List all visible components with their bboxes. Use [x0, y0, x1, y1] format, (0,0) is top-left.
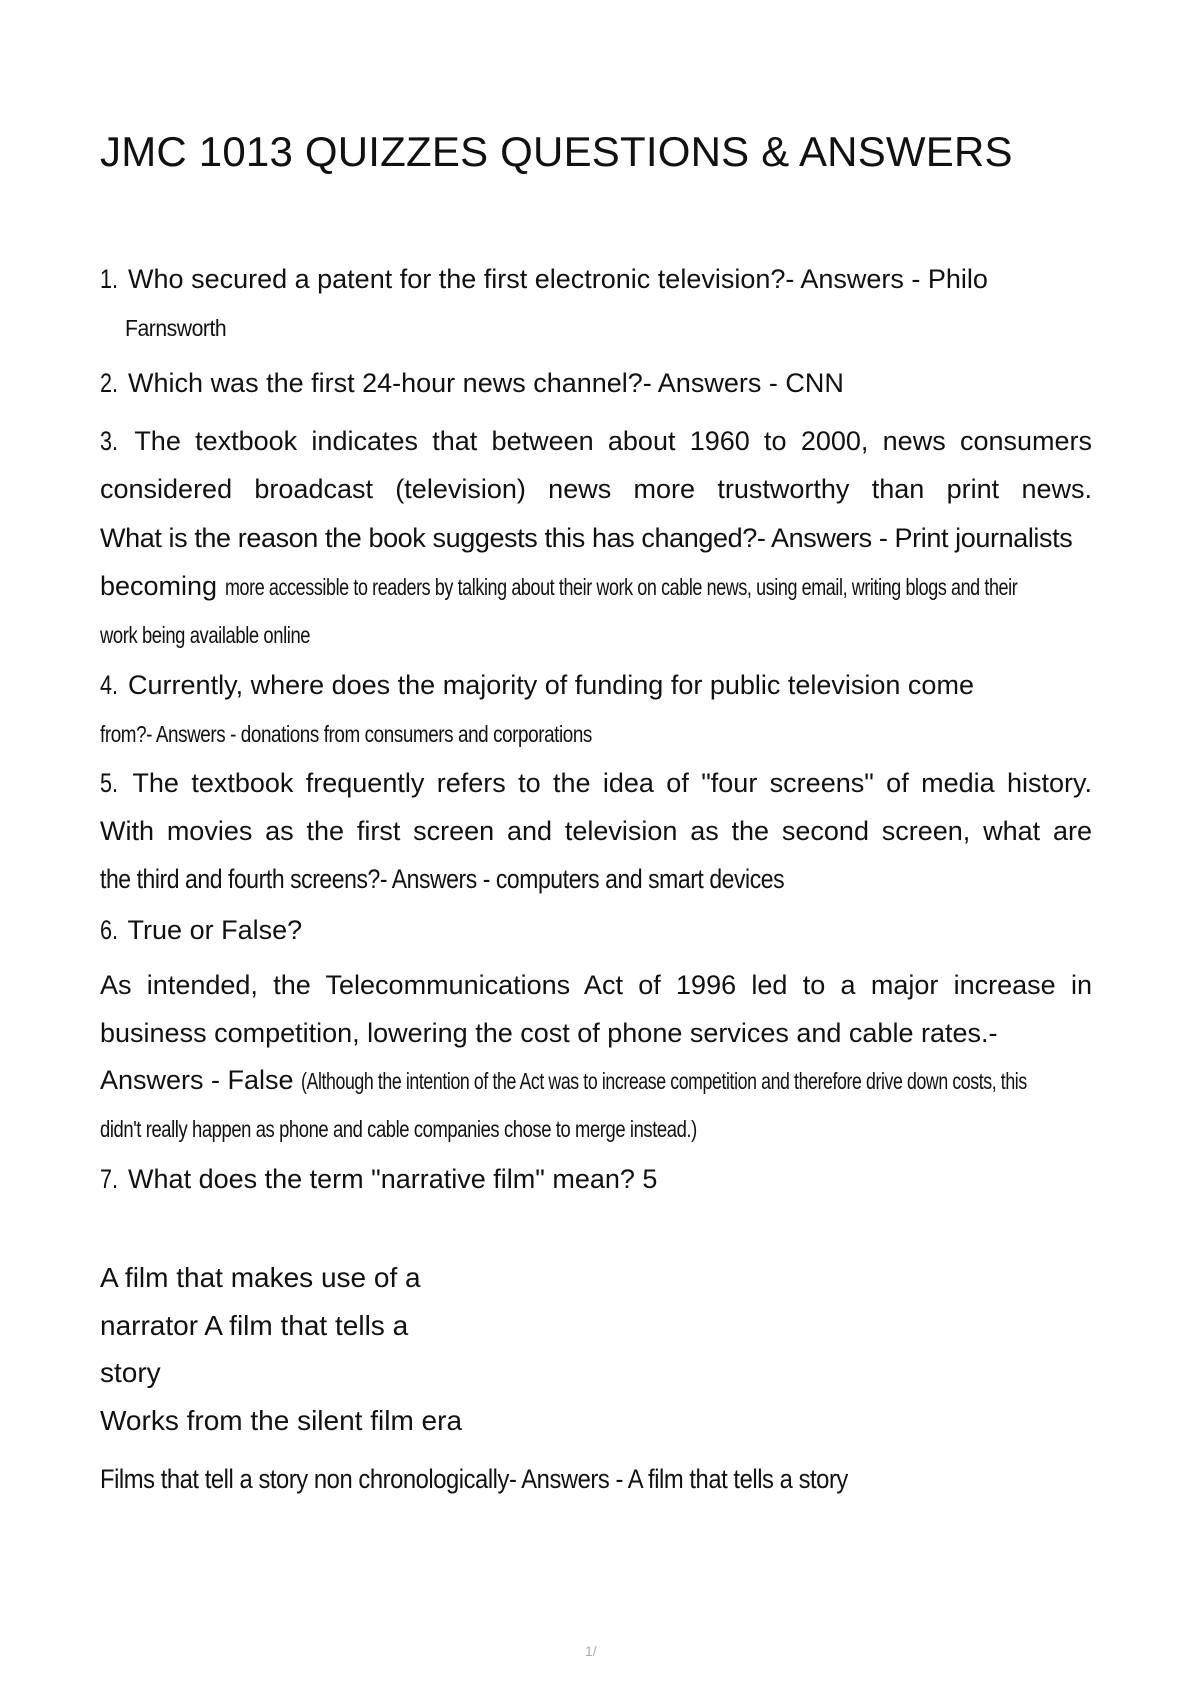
question-number: 2. [100, 368, 119, 398]
question-3-line-2 [100, 472, 1092, 506]
answer-text: work being available online [100, 622, 311, 648]
question-4 [100, 668, 974, 702]
question-6-line-3 [100, 1016, 998, 1050]
question-number: 6. [100, 915, 119, 945]
question-1 [100, 262, 988, 296]
question-text: business competition, lowering the cost of phone services and cable rates.- [100, 1018, 998, 1048]
question-text: What does the term "narrative film" mean? 5 [128, 1164, 658, 1194]
answer-note: (Although the intention of the Act was to increase competition and therefore drive down costs, this [301, 1068, 1027, 1094]
question-text: The textbook indicates that between about 1960 to 2000, news consumers [134, 426, 1093, 456]
question-text: True or False? [127, 915, 303, 945]
question-text: With movies as the first screen and television as the second screen, what are [100, 816, 1092, 846]
question-6-line-2 [100, 968, 1092, 1002]
question-3-line-5 [100, 617, 363, 652]
question-number: 7. [100, 1164, 119, 1194]
answer-text: becoming [100, 571, 218, 601]
question-1-continuation [125, 310, 235, 345]
question-6-line-4 [100, 1063, 1200, 1098]
question-3-line-3 [100, 521, 1072, 555]
page-title: JMC 1013 QUIZZES QUESTIONS & ANSWERS [100, 128, 1013, 175]
question-text: considered broadcast (television) news more trustworthy than print news. [100, 474, 1092, 504]
question-number: 1. [100, 264, 119, 294]
question-text: Currently, where does the majority of funding for public television come [128, 670, 974, 700]
question-text: What is the reason the book suggests this has changed?- Answers - Print journalists [100, 523, 1073, 553]
answer-text: Farnsworth [125, 315, 227, 341]
answer-text: Answers - False [100, 1065, 294, 1095]
question-3 [100, 424, 1092, 458]
question-5-line-2 [100, 814, 1092, 848]
answer-option: story [100, 1357, 161, 1388]
page-number: 1/ [585, 1643, 597, 1659]
answer-text: from?- Answers - donations from consumers and corporations [100, 721, 592, 747]
question-7-answer [100, 1462, 950, 1496]
answer-option: narrator A film that tells a [100, 1310, 409, 1341]
question-2 [100, 366, 844, 400]
question-number: 4. [100, 670, 119, 700]
question-text: As intended, the Telecommunications Act of 1996 led to a major increase in [100, 970, 1092, 1000]
answer-text: more accessible to readers by talking about their work on cable news, using email, writing blogs and their [224, 574, 1017, 600]
question-6 [100, 913, 302, 947]
question-text: Which was the first 24-hour news channel?- Answers - CNN [128, 368, 844, 398]
question-5-line-3 [100, 862, 905, 896]
answer-option: A film that makes use of a [100, 1262, 421, 1293]
question-3-line-4 [100, 569, 1200, 604]
answer-option: Works from the silent film era [100, 1405, 463, 1436]
answer-note: didn't really happen as phone and cable companies chose to merge instead.) [100, 1116, 697, 1142]
question-text: Who secured a patent for the first electronic television?- Answers - Philo [128, 264, 988, 294]
question-6-line-5 [100, 1111, 846, 1146]
answer-text: Films that tell a story non chronologically- Answers - A film that tells a story [100, 1464, 848, 1494]
question-number: 5. [100, 768, 119, 798]
answer-text: the third and fourth screens?- Answers - computers and smart devices [100, 864, 785, 894]
question-4-line-2 [100, 716, 700, 751]
question-7 [100, 1162, 657, 1196]
question-number: 3. [100, 426, 119, 456]
question-5 [100, 766, 1092, 800]
question-text: The textbook frequently refers to the idea of "four screens" of media history. [132, 768, 1093, 798]
